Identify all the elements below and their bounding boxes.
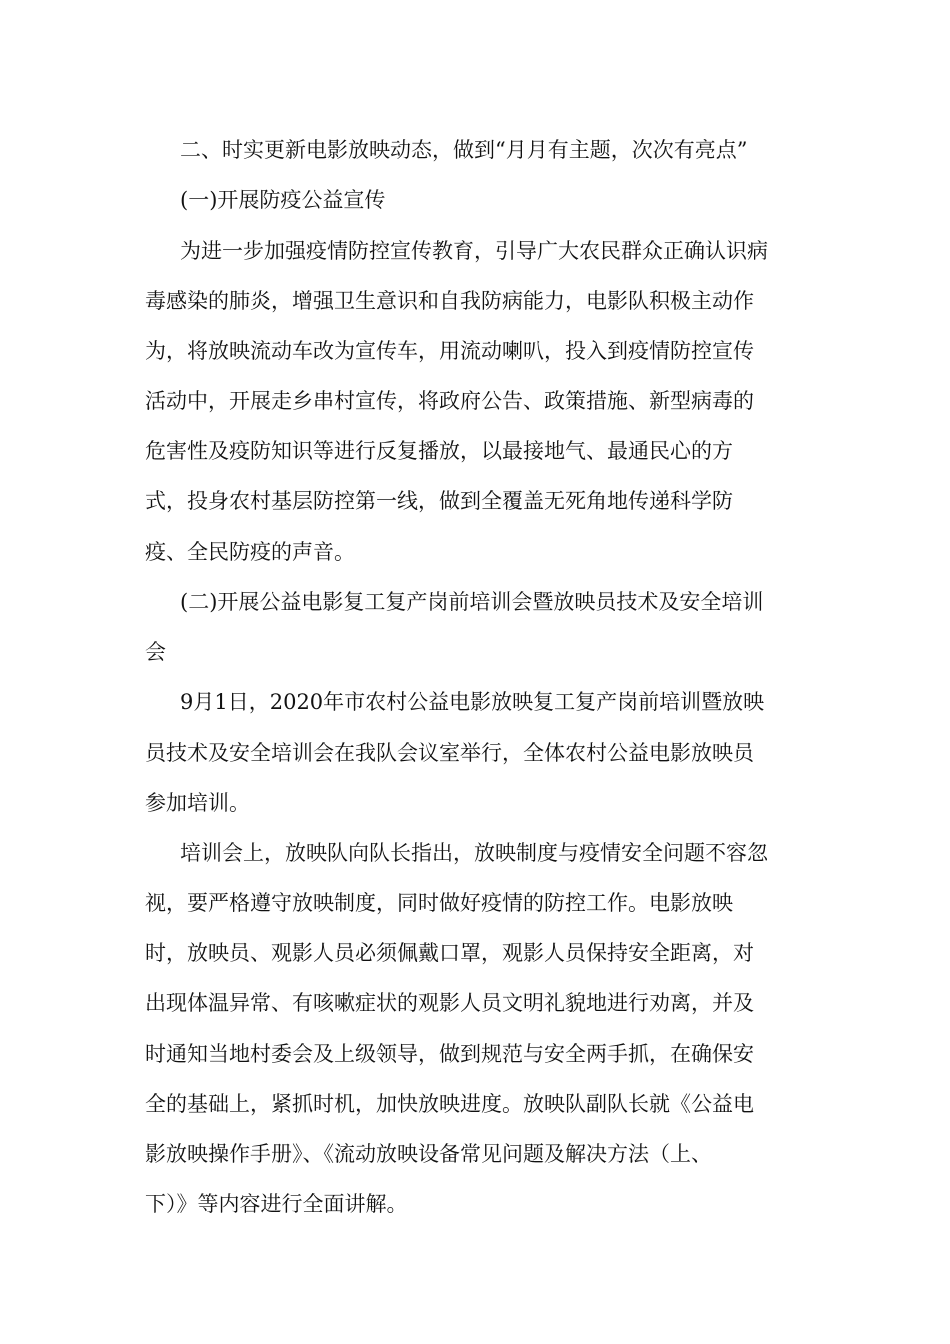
paragraph-line: 为，将放映流动车改为宣传车，用流动喇叭，投入到疫情防控宣传	[145, 339, 754, 363]
subsection-2-title-continued: 会	[145, 640, 166, 664]
section-heading: 二、时实更新电影放映动态，做到“月月有主题，次次有亮点”	[180, 138, 748, 162]
paragraph-line: 活动中，开展走乡串村宣传，将政府公告、政策措施、新型病毒的	[145, 389, 754, 413]
paragraph-line: 视，要严格遵守放映制度，同时做好疫情的防控工作。电影放映	[145, 891, 733, 915]
paragraph-line: 员技术及安全培训会在我队会议室举行，全体农村公益电影放映员	[145, 741, 754, 765]
subsection-1-title: (一)开展防疫公益宣传	[180, 188, 386, 212]
paragraph-line: 时通知当地村委会及上级领导，做到规范与安全两手抓，在确保安	[145, 1042, 754, 1066]
paragraph-line: 下）》等内容进行全面讲解。	[145, 1192, 408, 1216]
paragraph-line: 毒感染的肺炎，增强卫生意识和自我防病能力，电影队积极主动作	[145, 289, 754, 313]
paragraph-line: 培训会上，放映队向队长指出，放映制度与疫情安全问题不容忽	[180, 841, 768, 865]
paragraph-line: 疫、全民防疫的声音。	[145, 540, 355, 564]
paragraph-line: 出现体温异常、有咳嗽症状的观影人员文明礼貌地进行劝离，并及	[145, 991, 754, 1015]
paragraph-line: 时，放映员、观影人员必须佩戴口罩，观影人员保持安全距离，对	[145, 941, 754, 965]
paragraph-line: 9月1日，2020年市农村公益电影放映复工复产岗前培训暨放映	[180, 690, 765, 714]
subsection-2-title: (二)开展公益电影复工复产岗前培训会暨放映员技术及安全培训	[180, 590, 764, 614]
paragraph-line: 影放映操作手册》、《流动放映设备常见问题及解决方法（上、	[145, 1142, 712, 1166]
paragraph-line: 参加培训。	[145, 791, 250, 815]
paragraph-line: 式，投身农村基层防控第一线，做到全覆盖无死角地传递科学防	[145, 489, 733, 513]
paragraph-line: 危害性及疫防知识等进行反复播放，以最接地气、最通民心的方	[145, 439, 733, 463]
paragraph-line: 为进一步加强疫情防控宣传教育，引导广大农民群众正确认识病	[180, 239, 768, 263]
paragraph-line: 全的基础上，紧抓时机，加快放映进度。放映队副队长就《公益电	[145, 1092, 754, 1116]
